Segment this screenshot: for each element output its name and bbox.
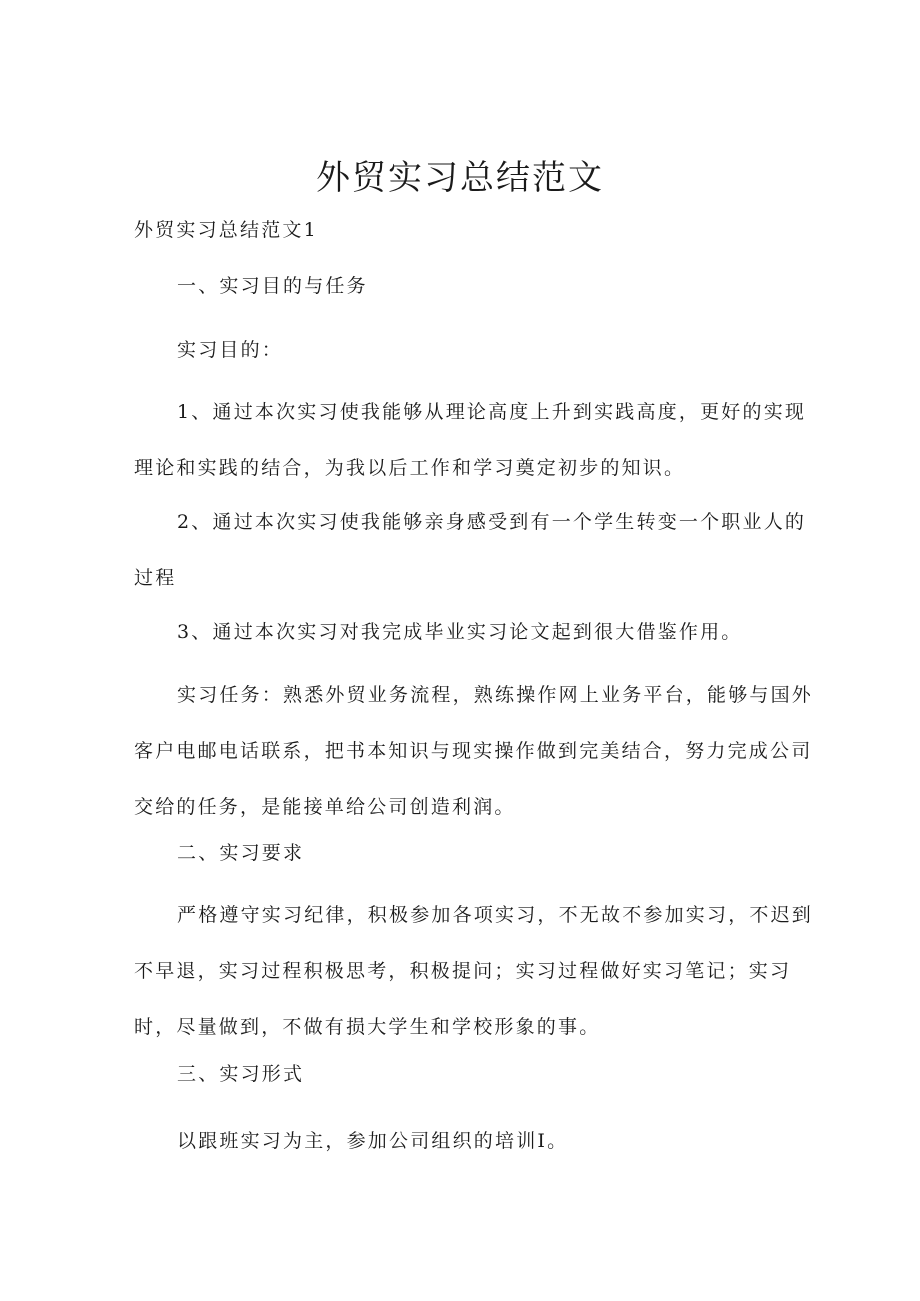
goal-1-line-2: 理论和实践的结合，为我以后工作和学习奠定初步的知识。 [134, 457, 686, 479]
section-heading-1-text: 一、实习目的与任务 [177, 275, 368, 297]
requirements-line-2: 不早退，实习过程积极思考，积极提问；实习过程做好实习笔记；实习 [134, 960, 792, 982]
requirements-line-1: 严格遵守实习纪律，积极参加各项实习，不无故不参加实习，不迟到 [177, 904, 814, 926]
goal-2-line-2: 过程 [134, 567, 177, 589]
goal-3-line-1: 3、通过本次实习对我完成毕业实习论文起到很大借鉴作用。 [177, 621, 743, 643]
section-heading-2 [134, 825, 784, 881]
form-paragraph [134, 1113, 784, 1169]
goal-paragraph-1 [134, 384, 807, 496]
goal-2-line-1: 2、通过本次实习使我能够亲身感受到有一个学生转变一个职业人的 [177, 511, 807, 533]
subtitle-text: 外贸实习总结范文1 [134, 219, 318, 241]
task-paragraph [134, 667, 814, 835]
section-heading-3 [134, 1046, 784, 1102]
task-line-3: 交给的任务，是能接单给公司创造利润。 [134, 796, 516, 818]
goal-1-line-1: 1、通过本次实习使我能够从理论高度上升到实践高度，更好的实现 [177, 401, 807, 423]
goal-label [134, 322, 784, 378]
section-heading-3-text: 三、实习形式 [177, 1063, 305, 1085]
requirements-paragraph [134, 887, 814, 1055]
requirements-line-3: 时，尽量做到，不做有损大学生和学校形象的事。 [134, 1016, 601, 1038]
form-line-1: 以跟班实习为主，参加公司组织的培训I。 [177, 1130, 569, 1152]
task-line-2: 客户电邮电话联系，把书本知识与现实操作做到完美结合，努力完成公司 [134, 740, 813, 762]
goal-label-text: 实习目的： [177, 339, 284, 361]
task-line-1: 实习任务：熟悉外贸业务流程，熟练操作网上业务平台，能够与国外 [177, 684, 814, 706]
document-subtitle [134, 202, 784, 258]
section-heading-2-text: 二、实习要求 [177, 842, 305, 864]
goal-paragraph-3 [134, 604, 784, 660]
document-title: 外贸实习总结范文 [316, 158, 604, 198]
section-heading-1 [134, 258, 784, 314]
goal-paragraph-2 [134, 494, 807, 606]
